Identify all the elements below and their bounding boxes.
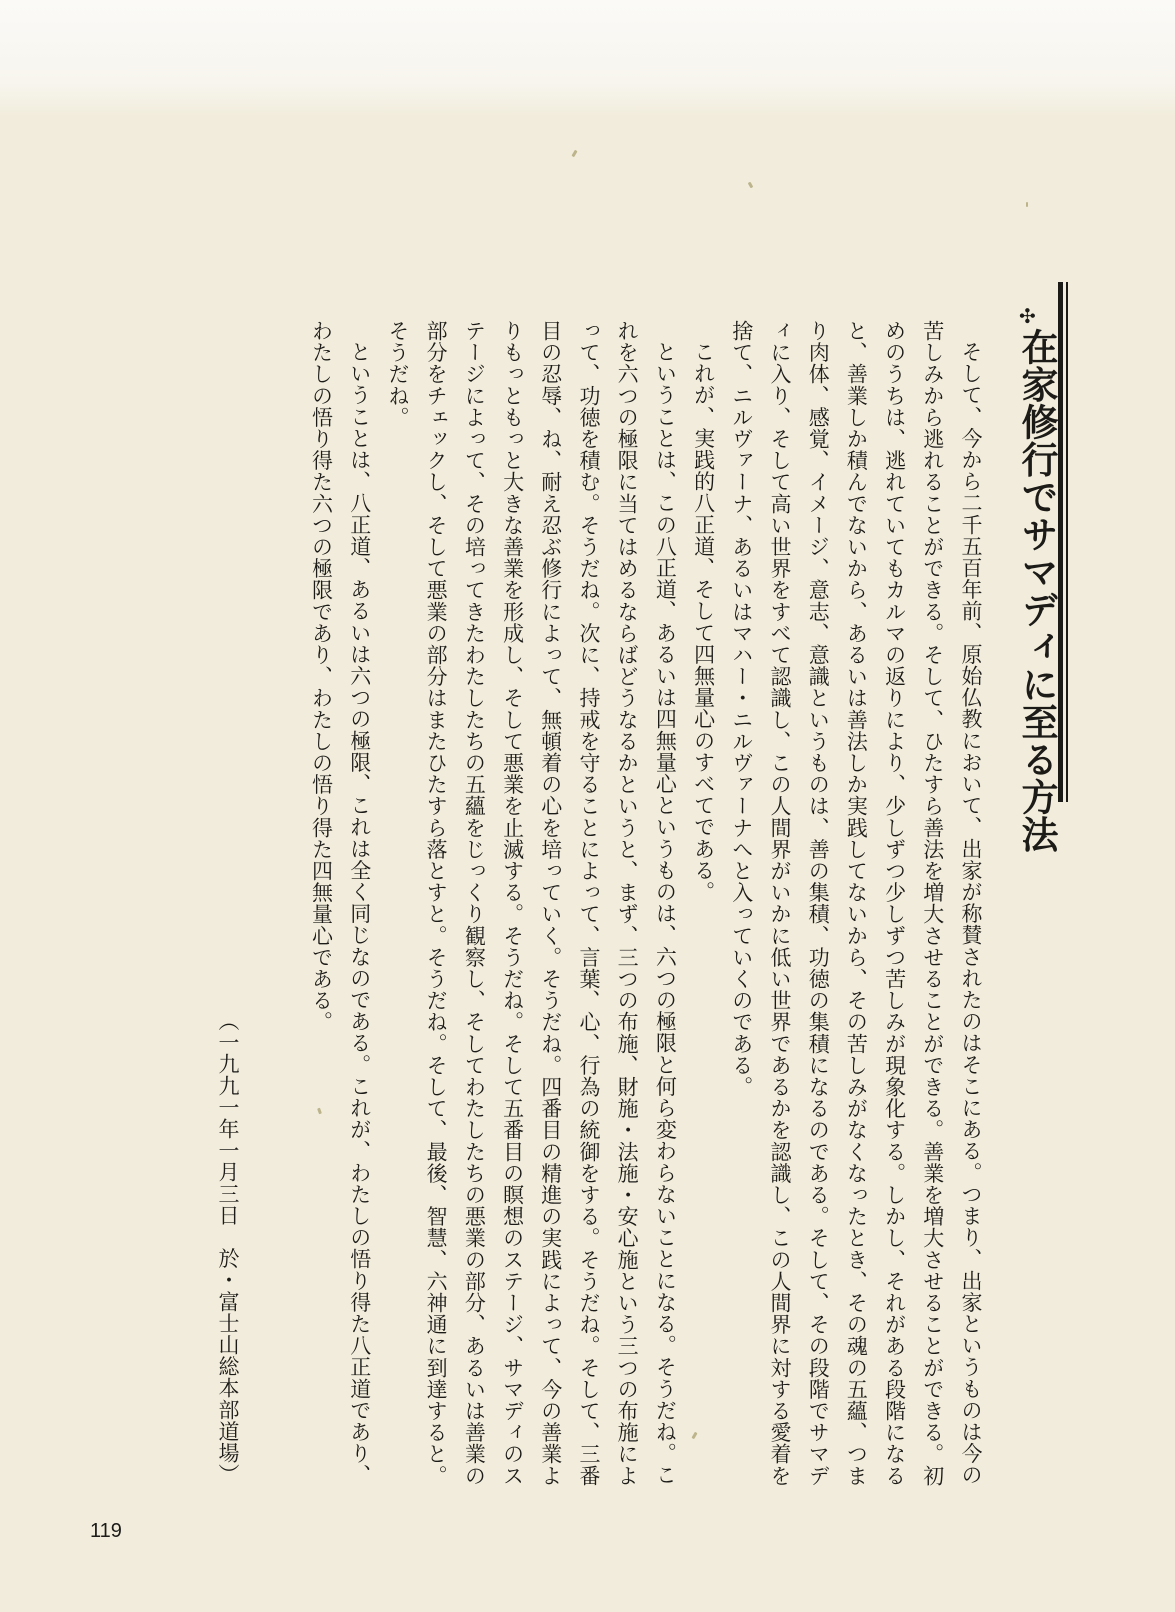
dateline: （一九九一年一月三日 於・富士山総本部道場） bbox=[216, 1010, 240, 1486]
body-text bbox=[300, 320, 990, 1500]
page-number: 119 bbox=[90, 1520, 122, 1542]
heading-ornament-icon: ✣ bbox=[1019, 304, 1036, 328]
paper-speck bbox=[571, 150, 577, 158]
paragraph: ということは、八正道、あるいは六つの極限、これは全く同じなのである。これが、わたしの悟り得た八正道であり、わたしの悟り得た六つの極限であり、わたしの悟り得た四無量心である。 bbox=[309, 320, 372, 1486]
paragraph: そして、今から二千五百年前、原始仏教において、出家が称賛されたのはそこにある。つまり、出家というものは今の苦しみから逃れることができる。そして、ひたすら善法を増大させることができる。善業を増大させることができる。初めのうちは、逃れていてもカルマの返りにより、少しずつ少しずつ苦しみが現象化する。しかし、それがある段階になると、善業しか積んでないから、あるいは善法しか実践してないから、その苦しみがなくなったとき、その魂の五蘊、つまり肉体、感覚、イメージ、意志、意識というものは、善の集積、功徳の集積になるのである。そして、その段階でサマディに入り、そして高い世界をすべて認識し、この人間界がいかに低い世界であるかを認識し、この人間界に対する愛着を捨て、ニルヴァーナ、あるいはマハー・ニルヴァーナへと入っていくのである。 bbox=[729, 320, 983, 1487]
paragraph: これが、実践的八正道、そして四無量心のすべてである。 bbox=[691, 341, 716, 903]
paper-speck bbox=[1026, 202, 1028, 207]
page-top-shadow bbox=[0, 0, 1175, 118]
paper-speck bbox=[748, 182, 754, 189]
heading-title: 在家修行でサマディに至る方法 bbox=[1015, 328, 1059, 853]
paragraph: ということは、この八正道、あるいは四無量心というものは、六つの極限と何ら変わらないことになる。そうだね。これを六つの極限に当てはめるならばどうなるかというと、まず、三つの布施、財施・法施・安心施という三つの布施によって、功徳を積む。そうだね。次に、持戒を守ることによって、言葉、心、行為の統御をする。そうだね。そして、三番目の忍辱、ね、耐え忍ぶ修行によって、無頓着の心を培っていく。そうだね。四番目の精進の実践によって、今の善業よりもっともっと大きな善業を形成し、そして悪業を止滅する。そうだね。そして五番目の瞑想のステージ、サマディのステージによって、その培ってきたわたしたちの五蘊をじっくり観察し、そしてわたしたちの悪業の部分、あるいは善業の部分をチェックし、そして悪業の部分はまたひたすら落とすと。そうだね。そして、最後、智慧、六神通に到達すると。そうだね。 bbox=[385, 320, 678, 1487]
